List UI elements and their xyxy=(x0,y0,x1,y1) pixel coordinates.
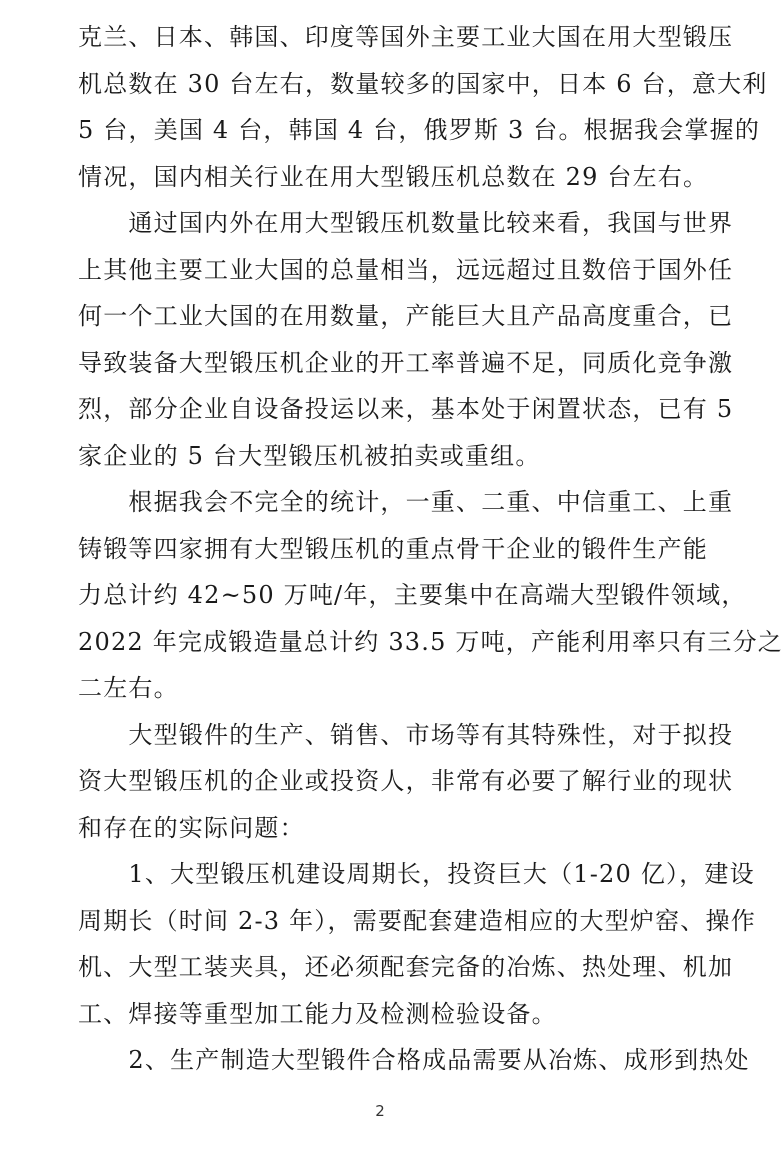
paragraph xyxy=(78,1037,750,1084)
text-line: 二左右。 xyxy=(78,674,179,702)
paragraph xyxy=(78,479,783,712)
text-line: 机总数在 30 台左右，数量较多的国家中，日本 6 台，意大利 xyxy=(78,69,768,98)
text-line: 铸锻等四家拥有大型锻压机的重点骨干企业的锻件生产能 xyxy=(78,534,708,563)
text-line: 1、大型锻压机建设周期长，投资巨大（1-20 亿），建设 xyxy=(78,860,755,888)
text-line: 导致装备大型锻压机企业的开工率普遍不足，同质化竞争激 xyxy=(78,348,734,377)
text-line: 力总计约 42~50 万吨/年，主要集中在高端大型锻件领域， xyxy=(78,581,747,609)
text-line: 5 台，美国 4 台，韩国 4 台，俄罗斯 3 台。根据我会掌握的 xyxy=(78,116,761,144)
text-line: 2、生产制造大型锻件合格成品需要从冶炼、成形到热处 xyxy=(78,1046,750,1074)
text-line: 大型锻件的生产、销售、市场等有其特殊性，对于拟投 xyxy=(78,720,734,749)
text-line: 情况，国内相关行业在用大型锻压机总数在 29 台左右。 xyxy=(78,162,709,191)
text-line: 通过国内外在用大型锻压机数量比较来看，我国与世界 xyxy=(78,209,734,237)
text-line: 克兰、日本、韩国、印度等国外主要工业大国在用大型锻压 xyxy=(78,23,734,51)
text-line: 机、大型工装夹具，还必须配套完备的冶炼、热处理、机加 xyxy=(78,953,734,981)
text-line: 2022 年完成锻造量总计约 33.5 万吨，产能利用率只有三分之 xyxy=(78,627,783,656)
text-line: 根据我会不完全的统计，一重、二重、中信重工、上重 xyxy=(78,488,734,516)
paragraph xyxy=(78,851,756,1037)
page-number: 2 xyxy=(375,1102,385,1120)
text-line: 何一个工业大国的在用数量，产能巨大且产品高度重合，已 xyxy=(78,302,734,330)
text-line: 资大型锻压机的企业或投资人，非常有必要了解行业的现状 xyxy=(78,767,734,795)
document-body xyxy=(78,14,783,1084)
text-line: 和存在的实际问题： xyxy=(78,813,305,842)
text-line: 周期长（时间 2-3 年），需要配套建造相应的大型炉窑、操作 xyxy=(78,906,756,935)
text-line: 上其他主要工业大国的总量相当，远远超过且数倍于国外任 xyxy=(78,255,734,284)
paragraph xyxy=(78,14,768,200)
paragraph xyxy=(78,712,734,852)
text-line: 家企业的 5 台大型锻压机被拍卖或重组。 xyxy=(78,441,541,470)
paragraph xyxy=(78,200,734,479)
text-line: 工、焊接等重型加工能力及检测检验设备。 xyxy=(78,999,557,1028)
text-line: 烈，部分企业自设备投运以来，基本处于闲置状态，已有 5 xyxy=(78,395,734,423)
